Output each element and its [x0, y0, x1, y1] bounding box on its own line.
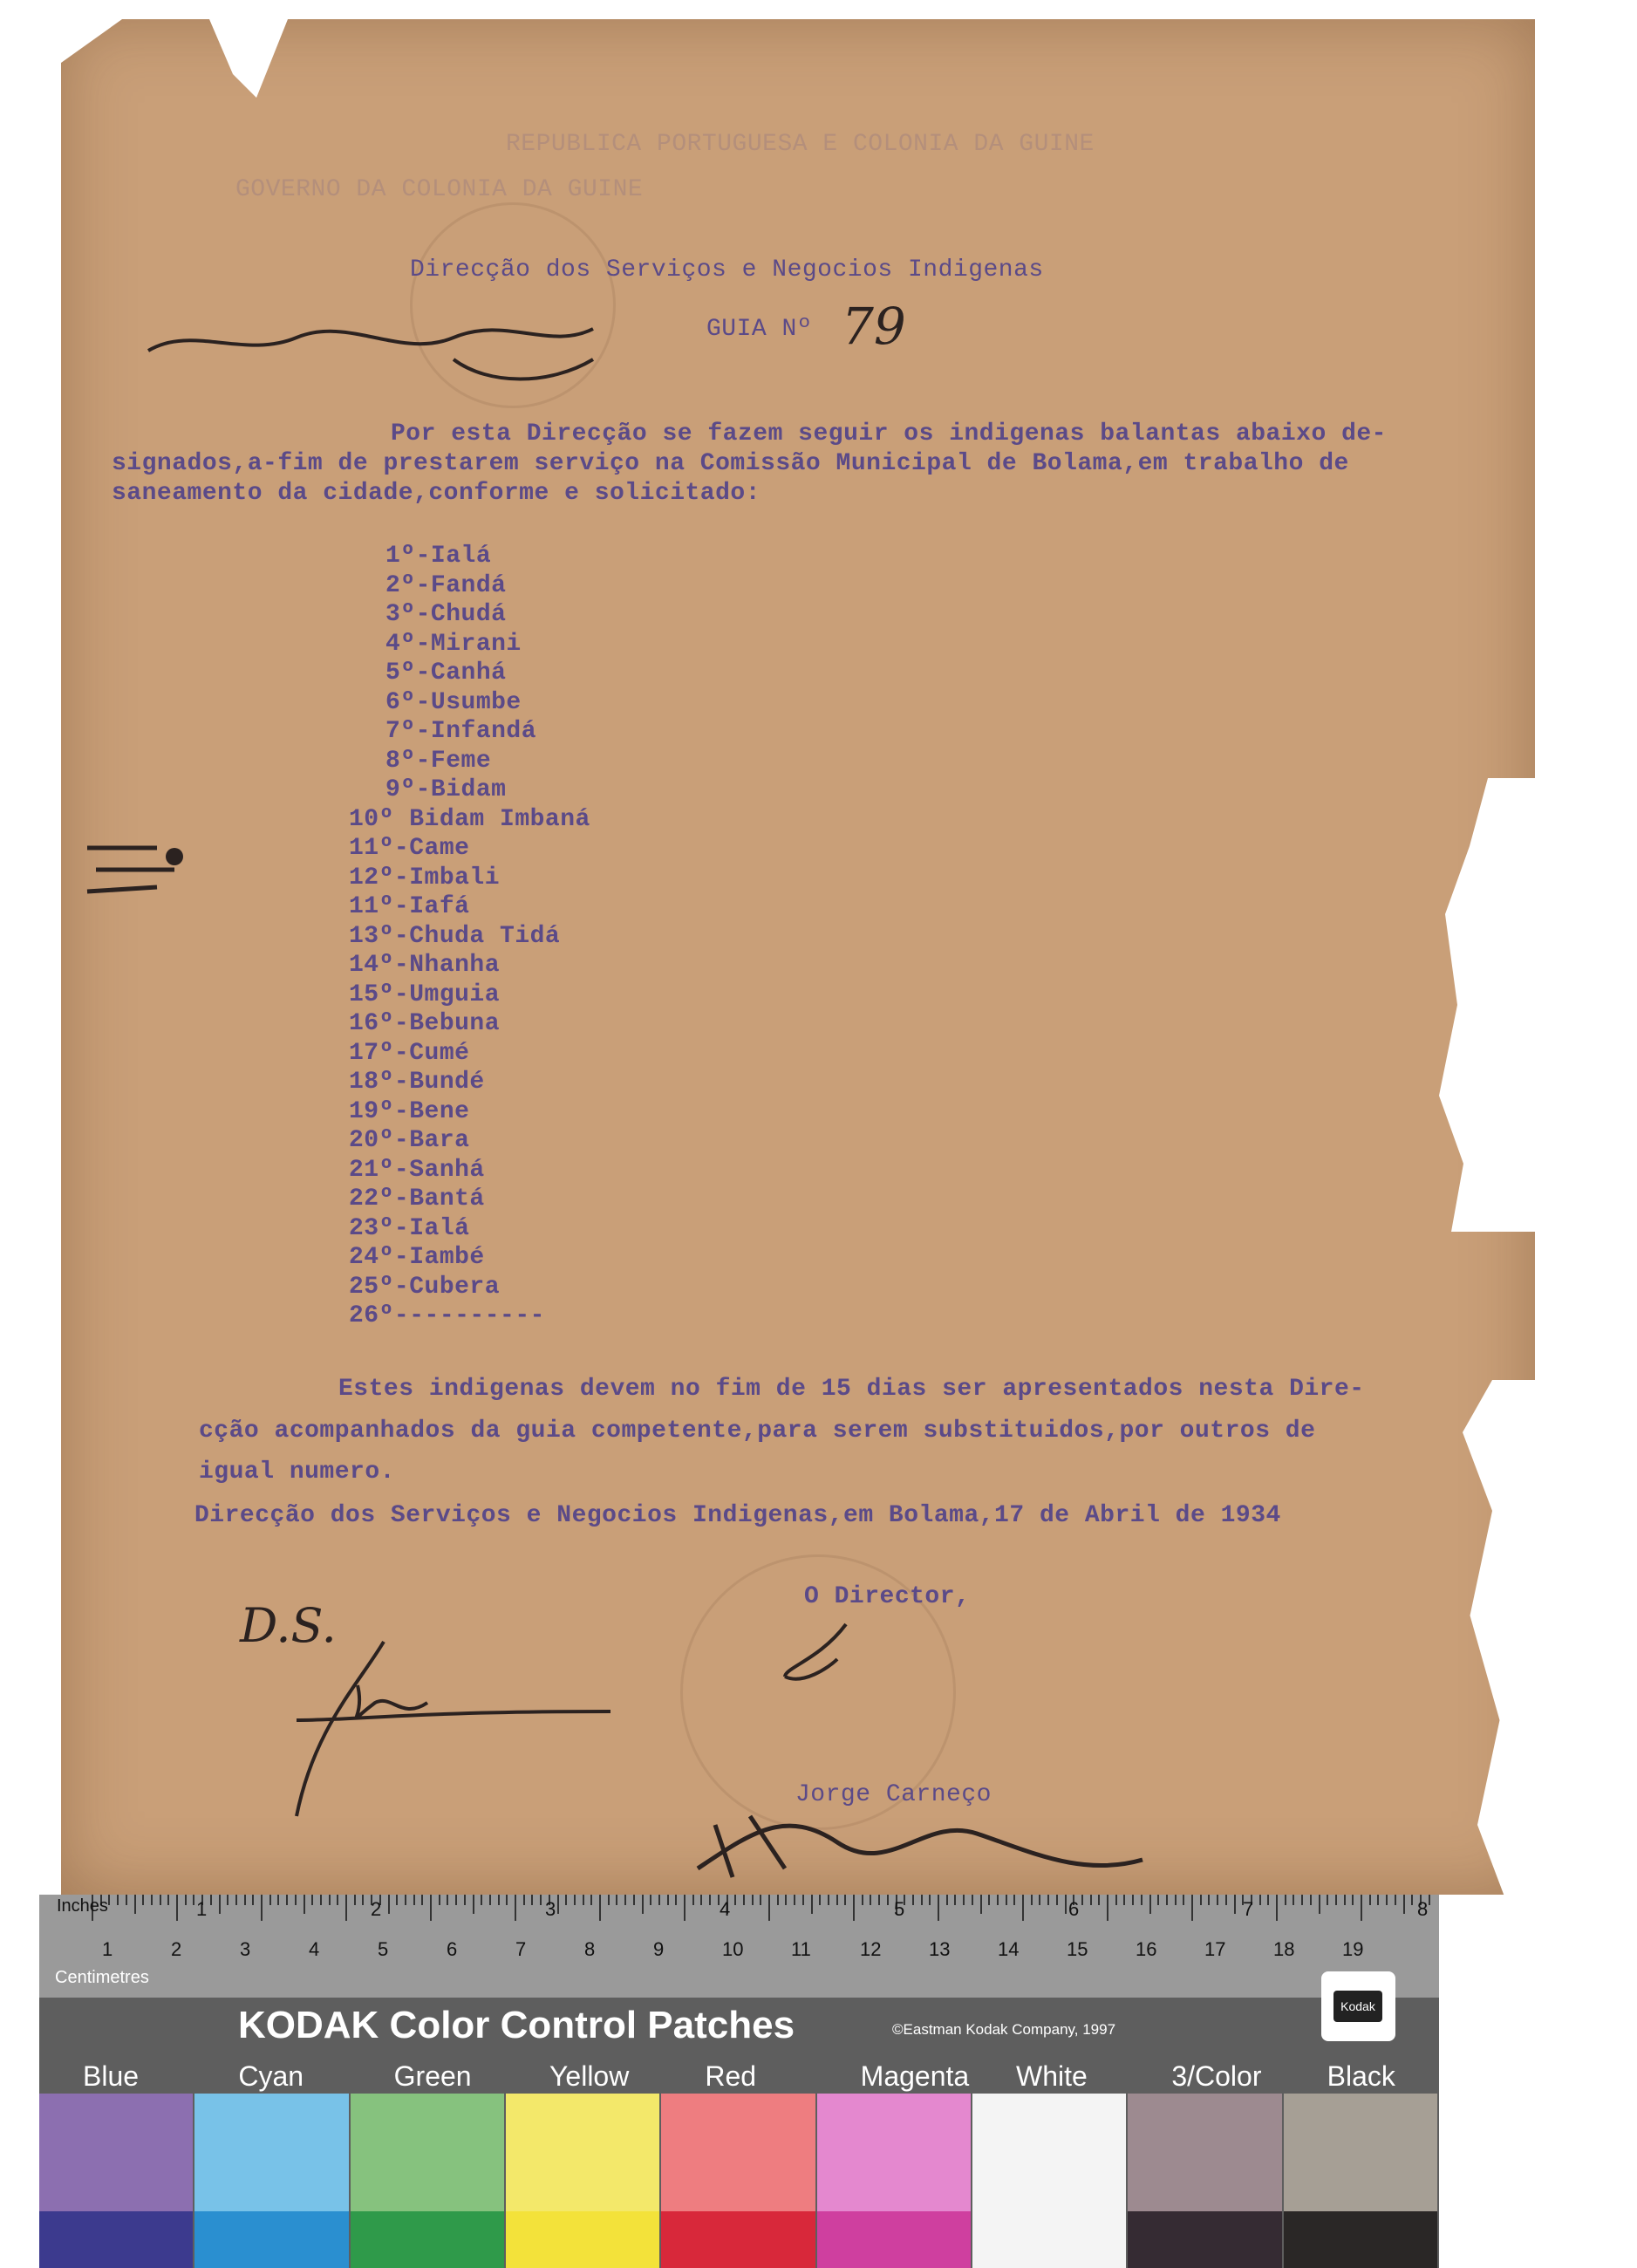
ruler-tick	[1123, 1895, 1125, 1905]
list-item: 4º-Mirani	[385, 630, 522, 658]
ruler-tick	[658, 1895, 660, 1905]
ruler-tick	[261, 1895, 263, 1921]
patch-label: Yellow	[549, 2060, 630, 2092]
ruler-tick	[1031, 1895, 1033, 1905]
ruler-tick	[498, 1895, 500, 1905]
torn-edge-right-1	[1415, 778, 1537, 1232]
ruler-tick	[523, 1895, 525, 1905]
ruler-tick	[590, 1895, 592, 1905]
ruler-tick	[574, 1895, 576, 1905]
color-patch-light	[194, 2094, 348, 2211]
ruler-tick	[1225, 1895, 1227, 1905]
signatory-name: Jorge Carneço	[795, 1781, 992, 1808]
document-page	[61, 19, 1535, 1895]
inch-number: 2	[371, 1898, 382, 1920]
list-item: 15º-Umguia	[349, 980, 501, 1008]
ruler-tick	[946, 1895, 948, 1905]
ruler-tick	[624, 1895, 626, 1905]
ruler-tick	[608, 1895, 610, 1905]
color-patch	[972, 2094, 1126, 2268]
color-patch	[39, 2094, 193, 2268]
ruler-tick	[329, 1895, 331, 1905]
ruler-tick	[455, 1895, 457, 1905]
ruler-tick	[1276, 1895, 1278, 1921]
ruler	[39, 1895, 1439, 1998]
ruler-tick	[481, 1895, 482, 1905]
ruler-tick	[219, 1895, 221, 1914]
color-patch	[351, 2094, 504, 2268]
ruler-tick	[836, 1895, 838, 1905]
ruler-tick	[811, 1895, 813, 1914]
patch-label: 3/Color	[1171, 2060, 1262, 2092]
ruler-tick	[304, 1895, 305, 1914]
list-item: 16º-Bebuna	[349, 1010, 501, 1037]
ruler-tick	[134, 1895, 136, 1914]
ruler-tick	[447, 1895, 448, 1905]
ruler-tick	[345, 1895, 347, 1921]
ruler-tick	[700, 1895, 702, 1905]
body-line-1: Por esta Direcção se fazem seguir os indigenas balantas abaixo de-	[391, 420, 1387, 447]
inch-number: 6	[1068, 1898, 1080, 1920]
list-item: 8º-Feme	[385, 747, 492, 775]
ruler-tick	[768, 1895, 770, 1921]
body-line-2: signados,a-fim de prestarem serviço na Comissão Municipal de Bolama,em trabalho de	[112, 450, 1349, 477]
ruler-tick	[1386, 1895, 1388, 1905]
ruler-tick	[878, 1895, 880, 1905]
cm-number: 15	[1067, 1938, 1088, 1960]
cm-number: 14	[998, 1938, 1020, 1960]
list-item: 7º-Infandá	[385, 718, 537, 745]
ruler-tick	[1141, 1895, 1142, 1905]
signature-scribble-top	[140, 255, 750, 412]
color-patch-light	[661, 2094, 815, 2211]
color-patch	[194, 2094, 348, 2268]
cm-number: 8	[584, 1938, 596, 1960]
ruler-tick	[565, 1895, 567, 1905]
ruler-tick	[1132, 1895, 1134, 1905]
ruler-tick	[954, 1895, 956, 1905]
kodak-copyright: ©Eastman Kodak Company, 1997	[892, 2021, 1116, 2038]
ruler-tick	[473, 1895, 474, 1914]
ruler-tick	[1006, 1895, 1007, 1905]
ruler-tick	[160, 1895, 161, 1905]
color-patch-light	[351, 2094, 504, 2211]
ruler-tick	[405, 1895, 406, 1905]
list-item: 22º-Bantá	[349, 1185, 485, 1213]
ruler-tick	[675, 1895, 677, 1905]
ruler-tick	[912, 1895, 914, 1905]
ruler-tick	[1098, 1895, 1100, 1905]
color-patch-light	[1128, 2094, 1281, 2211]
ruler-tick	[185, 1895, 187, 1905]
closing-line-3: igual numero.	[199, 1458, 395, 1486]
signatures	[262, 1616, 1221, 1895]
patch-label: Cyan	[238, 2060, 304, 2092]
ruler-tick	[988, 1895, 990, 1905]
torn-corner	[61, 19, 122, 63]
ruler-tick	[938, 1895, 939, 1921]
ruler-tick	[1039, 1895, 1040, 1905]
ruler-tick	[1267, 1895, 1269, 1905]
ruler-tick	[1166, 1895, 1168, 1905]
inch-number: 1	[196, 1898, 208, 1920]
color-patch-dark	[351, 2211, 504, 2268]
patch-label: Magenta	[860, 2060, 970, 2092]
ruler-tick	[743, 1895, 745, 1905]
color-patch-light	[817, 2094, 971, 2211]
ruler-tick	[1175, 1895, 1177, 1905]
cm-number: 13	[929, 1938, 951, 1960]
color-patch-light	[972, 2094, 1126, 2211]
ruler-tick	[828, 1895, 829, 1905]
ruler-tick	[277, 1895, 279, 1905]
list-item: 17º-Cumé	[349, 1039, 470, 1067]
cm-number: 19	[1342, 1938, 1364, 1960]
list-item: 20º-Bara	[349, 1127, 470, 1154]
cm-number: 7	[515, 1938, 527, 1960]
color-patch-light	[506, 2094, 659, 2211]
ruler-tick	[853, 1895, 855, 1921]
kodak-color-control-strip	[39, 1895, 1439, 2268]
cm-number: 2	[171, 1938, 182, 1960]
ruler-tick	[1183, 1895, 1184, 1905]
ruler-tick	[557, 1895, 559, 1914]
list-item: 1º-Ialá	[385, 543, 492, 570]
ruler-tick	[709, 1895, 711, 1905]
ruler-tick	[734, 1895, 736, 1905]
ruler-tick	[692, 1895, 694, 1905]
ruler-tick	[1047, 1895, 1049, 1905]
centimetres-label: Centimetres	[55, 1968, 149, 1987]
ink-blot-margin	[78, 822, 201, 918]
ruler-tick	[760, 1895, 761, 1905]
ruler-tick	[1115, 1895, 1117, 1905]
ruler-tick	[396, 1895, 398, 1905]
color-patch	[1128, 2094, 1281, 2268]
list-item: 11º-Came	[349, 835, 470, 862]
ruler-tick	[583, 1895, 584, 1905]
list-item: 24º-Iambé	[349, 1244, 485, 1271]
list-item: 3º-Chudá	[385, 601, 507, 628]
ruler-tick	[616, 1895, 617, 1905]
ruler-tick	[1107, 1895, 1108, 1921]
margin-initials: D.S.	[240, 1598, 337, 1653]
color-patch-dark	[39, 2211, 193, 2268]
list-item: 6º-Usumbe	[385, 688, 522, 716]
color-patch-dark	[194, 2211, 348, 2268]
ruler-tick	[1081, 1895, 1083, 1905]
ruler-tick	[252, 1895, 254, 1905]
ruler-tick	[1377, 1895, 1379, 1905]
kodak-logo	[1321, 1971, 1395, 2041]
ruler-tick	[980, 1895, 982, 1914]
ruler-tick	[286, 1895, 288, 1905]
inch-number: 5	[894, 1898, 905, 1920]
ruler-tick	[210, 1895, 212, 1905]
guia-label: GUIA Nº	[706, 316, 813, 343]
ruler-tick	[870, 1895, 871, 1905]
patch-label: Black	[1327, 2060, 1395, 2092]
ruler-tick	[439, 1895, 440, 1905]
ruler-tick	[650, 1895, 651, 1905]
list-item: 13º-Chuda Tidá	[349, 922, 561, 950]
inch-number: 7	[1243, 1898, 1254, 1920]
ruler-tick	[193, 1895, 194, 1905]
ruler-tick	[421, 1895, 423, 1905]
cm-number: 4	[309, 1938, 320, 1960]
ruler-tick	[642, 1895, 644, 1914]
ruler-tick	[1013, 1895, 1015, 1905]
ruler-tick	[244, 1895, 246, 1905]
inch-number: 4	[720, 1898, 731, 1920]
inch-number: 8	[1417, 1898, 1429, 1920]
ruler-tick	[921, 1895, 923, 1905]
ruler-tick	[1361, 1895, 1362, 1921]
ruler-tick	[1344, 1895, 1346, 1905]
signatory-title: O Director,	[804, 1583, 971, 1610]
ruler-tick	[151, 1895, 153, 1905]
ruler-tick	[142, 1895, 144, 1905]
ruler-tick	[176, 1895, 178, 1921]
ruler-tick	[354, 1895, 356, 1905]
office-title: Direcção dos Serviços e Negocios Indigenas	[410, 256, 1044, 284]
ruler-tick	[413, 1895, 415, 1905]
ruler-tick	[1411, 1895, 1413, 1905]
ruler-tick	[1310, 1895, 1312, 1905]
cm-number: 9	[653, 1938, 665, 1960]
faded-header-1: REPUBLICA PORTUGUESA E COLONIA DA GUINE	[506, 131, 1095, 158]
ruler-tick	[633, 1895, 635, 1905]
list-item: 21º-Sanhá	[349, 1156, 485, 1184]
faded-header-2: GOVERNO DA COLONIA DA GUINE	[235, 176, 644, 203]
body-line-3: saneamento da cidade,conforme e solicitado:	[112, 480, 761, 507]
place-date: Direcção dos Serviços e Negocios Indigenas,em Bolama,17 de Abril de 1934	[194, 1502, 1281, 1529]
cm-number: 18	[1273, 1938, 1295, 1960]
patch-label: Red	[705, 2060, 757, 2092]
ruler-tick	[464, 1895, 466, 1905]
ruler-tick	[777, 1895, 779, 1905]
color-patch-light	[39, 2094, 193, 2211]
patch-label: White	[1016, 2060, 1088, 2092]
ruler-tick	[388, 1895, 390, 1914]
ruler-tick	[117, 1895, 119, 1905]
cm-number: 16	[1136, 1938, 1157, 1960]
cm-number: 11	[791, 1938, 811, 1960]
ruler-tick	[1217, 1895, 1218, 1905]
cm-number: 3	[240, 1938, 251, 1960]
list-item: 26º----------	[349, 1302, 545, 1329]
color-patch-dark	[661, 2211, 815, 2268]
ruler-tick	[1259, 1895, 1261, 1905]
ruler-tick	[227, 1895, 228, 1905]
list-item: 5º-Canhá	[385, 659, 507, 687]
patch-label: Blue	[83, 2060, 140, 2092]
ruler-tick	[752, 1895, 754, 1905]
ruler-tick	[794, 1895, 795, 1905]
ruler-tick	[599, 1895, 601, 1921]
ruler-tick	[337, 1895, 338, 1905]
color-patch	[506, 2094, 659, 2268]
ruler-tick	[887, 1895, 889, 1905]
color-patch-light	[1284, 2094, 1437, 2211]
ruler-tick	[1208, 1895, 1210, 1905]
list-item: 9º-Bidam	[385, 776, 507, 803]
ruler-tick	[684, 1895, 685, 1921]
torn-edge-top	[209, 19, 288, 98]
ruler-tick	[1293, 1895, 1294, 1905]
ruler-tick	[997, 1895, 999, 1905]
torn-edge-right-2	[1388, 1380, 1537, 1903]
color-patch-dark	[506, 2211, 659, 2268]
list-item: 10º Bidam Imbaná	[349, 805, 590, 833]
ruler-tick	[1369, 1895, 1371, 1905]
list-item: 19º-Bene	[349, 1097, 470, 1125]
ruler-tick	[1022, 1895, 1024, 1921]
color-patch-dark	[1284, 2211, 1437, 2268]
list-item: 18º-Bundé	[349, 1069, 485, 1096]
inch-number: 3	[545, 1898, 556, 1920]
guia-number: 79	[842, 297, 906, 356]
color-patch	[817, 2094, 971, 2268]
list-item: 14º-Nhanha	[349, 952, 501, 979]
ruler-tick	[802, 1895, 804, 1905]
ruler-tick	[1395, 1895, 1396, 1905]
cm-number: 6	[447, 1938, 458, 1960]
patch-label: Green	[393, 2060, 472, 2092]
ruler-tick	[126, 1895, 127, 1905]
ruler-tick	[1285, 1895, 1286, 1905]
ruler-tick	[1056, 1895, 1058, 1905]
ruler-tick	[1429, 1895, 1430, 1905]
ruler-tick	[844, 1895, 846, 1905]
ruler-tick	[1200, 1895, 1202, 1905]
ruler-tick	[1065, 1895, 1067, 1914]
ruler-tick	[1335, 1895, 1337, 1905]
ruler-tick	[1157, 1895, 1159, 1905]
ruler-tick	[489, 1895, 491, 1905]
ruler-tick	[1352, 1895, 1354, 1905]
ruler-tick	[1090, 1895, 1092, 1905]
ruler-tick	[1327, 1895, 1328, 1905]
ruler-tick	[362, 1895, 364, 1905]
cm-number: 17	[1204, 1938, 1226, 1960]
ruler-tick	[108, 1895, 110, 1905]
ruler-tick	[269, 1895, 271, 1905]
ruler-tick	[819, 1895, 821, 1905]
cm-number: 5	[378, 1938, 389, 1960]
list-item: 12º-Imbali	[349, 864, 501, 891]
inches-label: Inches	[57, 1896, 108, 1916]
cm-number: 1	[102, 1938, 113, 1960]
ruler-tick	[1403, 1895, 1405, 1914]
color-patch-dark	[817, 2211, 971, 2268]
ruler-tick	[1234, 1895, 1236, 1914]
closing-line-1: Estes indigenas devem no fim de 15 dias ser apresentados nesta Dire-	[338, 1376, 1365, 1403]
list-item: 11º-Iafá	[349, 893, 470, 920]
ruler-tick	[235, 1895, 237, 1905]
ruler-tick	[929, 1895, 931, 1905]
ruler-tick	[515, 1895, 516, 1921]
ruler-tick	[1191, 1895, 1193, 1921]
ruler-tick	[963, 1895, 965, 1905]
ruler-tick	[972, 1895, 973, 1905]
list-item: 2º-Fandá	[385, 571, 507, 599]
ruler-tick	[430, 1895, 432, 1921]
ruler-tick	[167, 1895, 169, 1905]
ruler-tick	[540, 1895, 542, 1905]
color-patch-dark	[1128, 2211, 1281, 2268]
ruler-tick	[531, 1895, 533, 1905]
color-patch-dark	[972, 2211, 1126, 2268]
ruler-tick	[667, 1895, 669, 1905]
kodak-logo-text: Kodak	[1333, 1991, 1382, 2022]
ruler-tick	[320, 1895, 322, 1905]
ruler-tick	[506, 1895, 508, 1905]
ruler-tick	[295, 1895, 297, 1905]
ruler-tick	[862, 1895, 863, 1905]
closing-line-2: cção acompanhados da guia competente,para serem substituidos,por outros de	[199, 1418, 1316, 1445]
cm-number: 10	[722, 1938, 744, 1960]
ruler-tick	[1149, 1895, 1151, 1914]
list-item: 23º-Ialá	[349, 1214, 470, 1242]
color-patch	[1284, 2094, 1437, 2268]
list-item: 25º-Cubera	[349, 1273, 501, 1301]
cm-number: 12	[860, 1938, 882, 1960]
ruler-tick	[1301, 1895, 1303, 1905]
kodak-title: KODAK Color Control Patches	[238, 2004, 795, 2046]
color-patch	[661, 2094, 815, 2268]
ruler-tick	[1319, 1895, 1320, 1914]
ruler-tick	[785, 1895, 787, 1905]
ruler-tick	[311, 1895, 313, 1905]
